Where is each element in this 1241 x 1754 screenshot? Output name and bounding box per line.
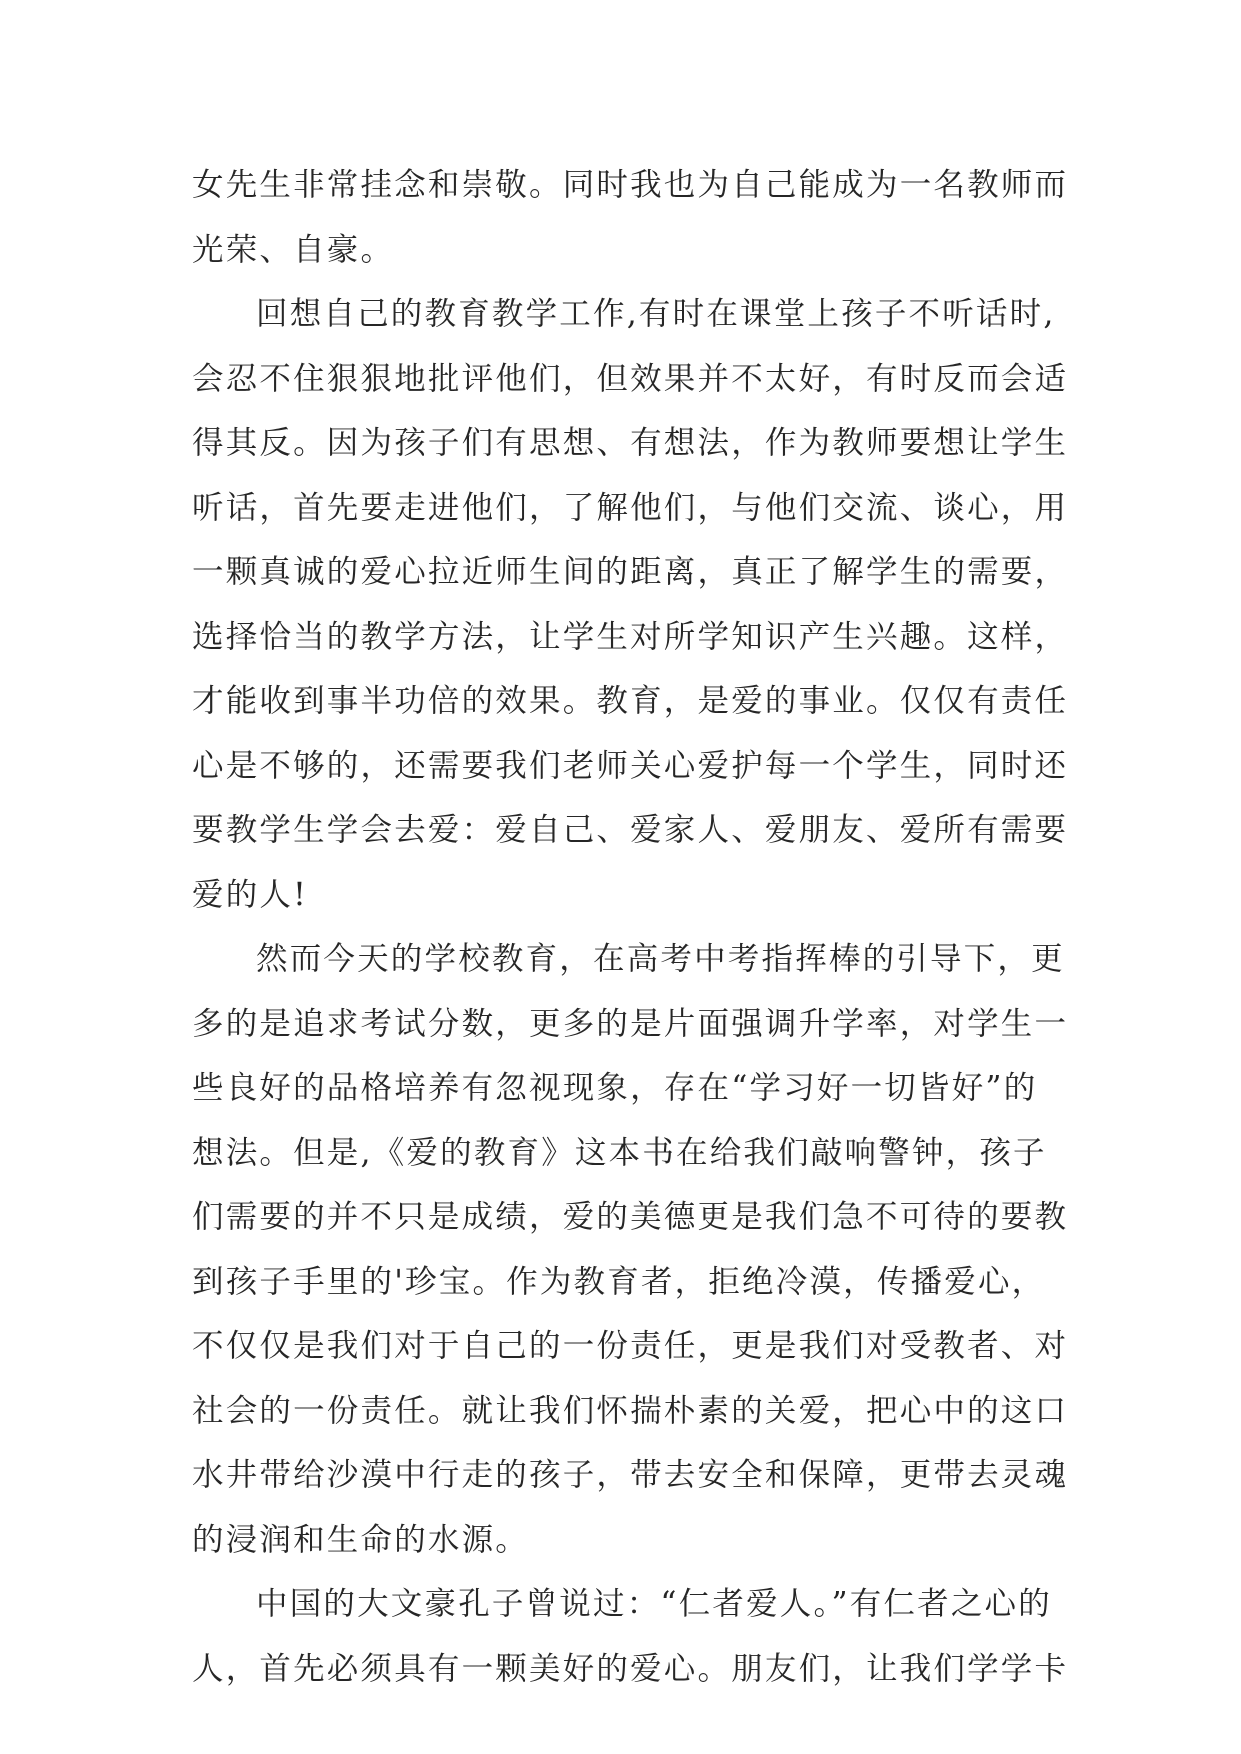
text-line: 社会的一份责任。就让我们怀揣朴素的关爱，把心中的这口: [192, 1392, 1069, 1429]
text-line: 多的是追求考试分数，更多的是片面强调升学率，对学生一: [192, 1005, 1069, 1042]
text-line: 们需要的并不只是成绩，爱的美德更是我们急不可待的要教: [192, 1199, 1069, 1235]
text-line: 女先生非常挂念和崇敬。同时我也为自己能成为一名教师而: [192, 167, 1069, 203]
text-line: 会忍不住狠狠地批评他们，但效果并不太好，有时反而会适: [192, 360, 1069, 397]
text-line: 选择恰当的教学方法，让学生对所学知识产生兴趣。这样，: [192, 618, 1069, 655]
text-line: 爱的人!: [192, 876, 308, 913]
text-line: 到孩子手里的'珍宝。作为教育者，拒绝冷漠，传播爱心，: [192, 1263, 1046, 1300]
text-line: 然而今天的学校教育，在高考中考指挥棒的引导下，更: [256, 941, 1065, 977]
text-line: 得其反。因为孩子们有思想、有想法，作为教师要想让学生: [192, 425, 1069, 461]
text-line: 才能收到事半功倍的效果。教育，是爱的事业。仅仅有责任: [192, 683, 1069, 719]
text-line: 些良好的品格培养有忽视现象，存在“学习好一切皆好”的: [192, 1070, 1038, 1106]
text-line: 水井带给沙漠中行走的孩子，带去安全和保障，更带去灵魂: [192, 1457, 1069, 1493]
text-line: 光荣、自豪。: [192, 231, 395, 268]
text-line: 不仅仅是我们对于自己的一份责任，更是我们对受教者、对: [192, 1328, 1069, 1364]
text-line: 心是不够的，还需要我们老师关心爱护每一个学生，同时还: [192, 747, 1069, 784]
text-line: 的浸润和生命的水源。: [192, 1521, 530, 1558]
text-line: 听话，首先要走进他们，了解他们，与他们交流、谈心，用: [192, 489, 1069, 526]
body-text: [192, 153, 1092, 1701]
text-line: 要教学生学会去爱：爱自己、爱家人、爱朋友、爱所有需要: [192, 812, 1069, 848]
text-line: 回想自己的教育教学工作,有时在课堂上孩子不听话时,: [256, 296, 1056, 332]
text-line: 想法。但是,《爱的教育》这本书在给我们敲响警钟，孩子: [192, 1134, 1047, 1171]
text-line: 中国的大文豪孔子曾说过：“仁者爱人。”有仁者之心的: [256, 1586, 1052, 1622]
text-line: 人，首先必须具有一颗美好的爱心。朋友们，让我们学学卡: [192, 1650, 1069, 1687]
text-line: 一颗真诚的爱心拉近师生间的距离，真正了解学生的需要，: [192, 554, 1069, 590]
